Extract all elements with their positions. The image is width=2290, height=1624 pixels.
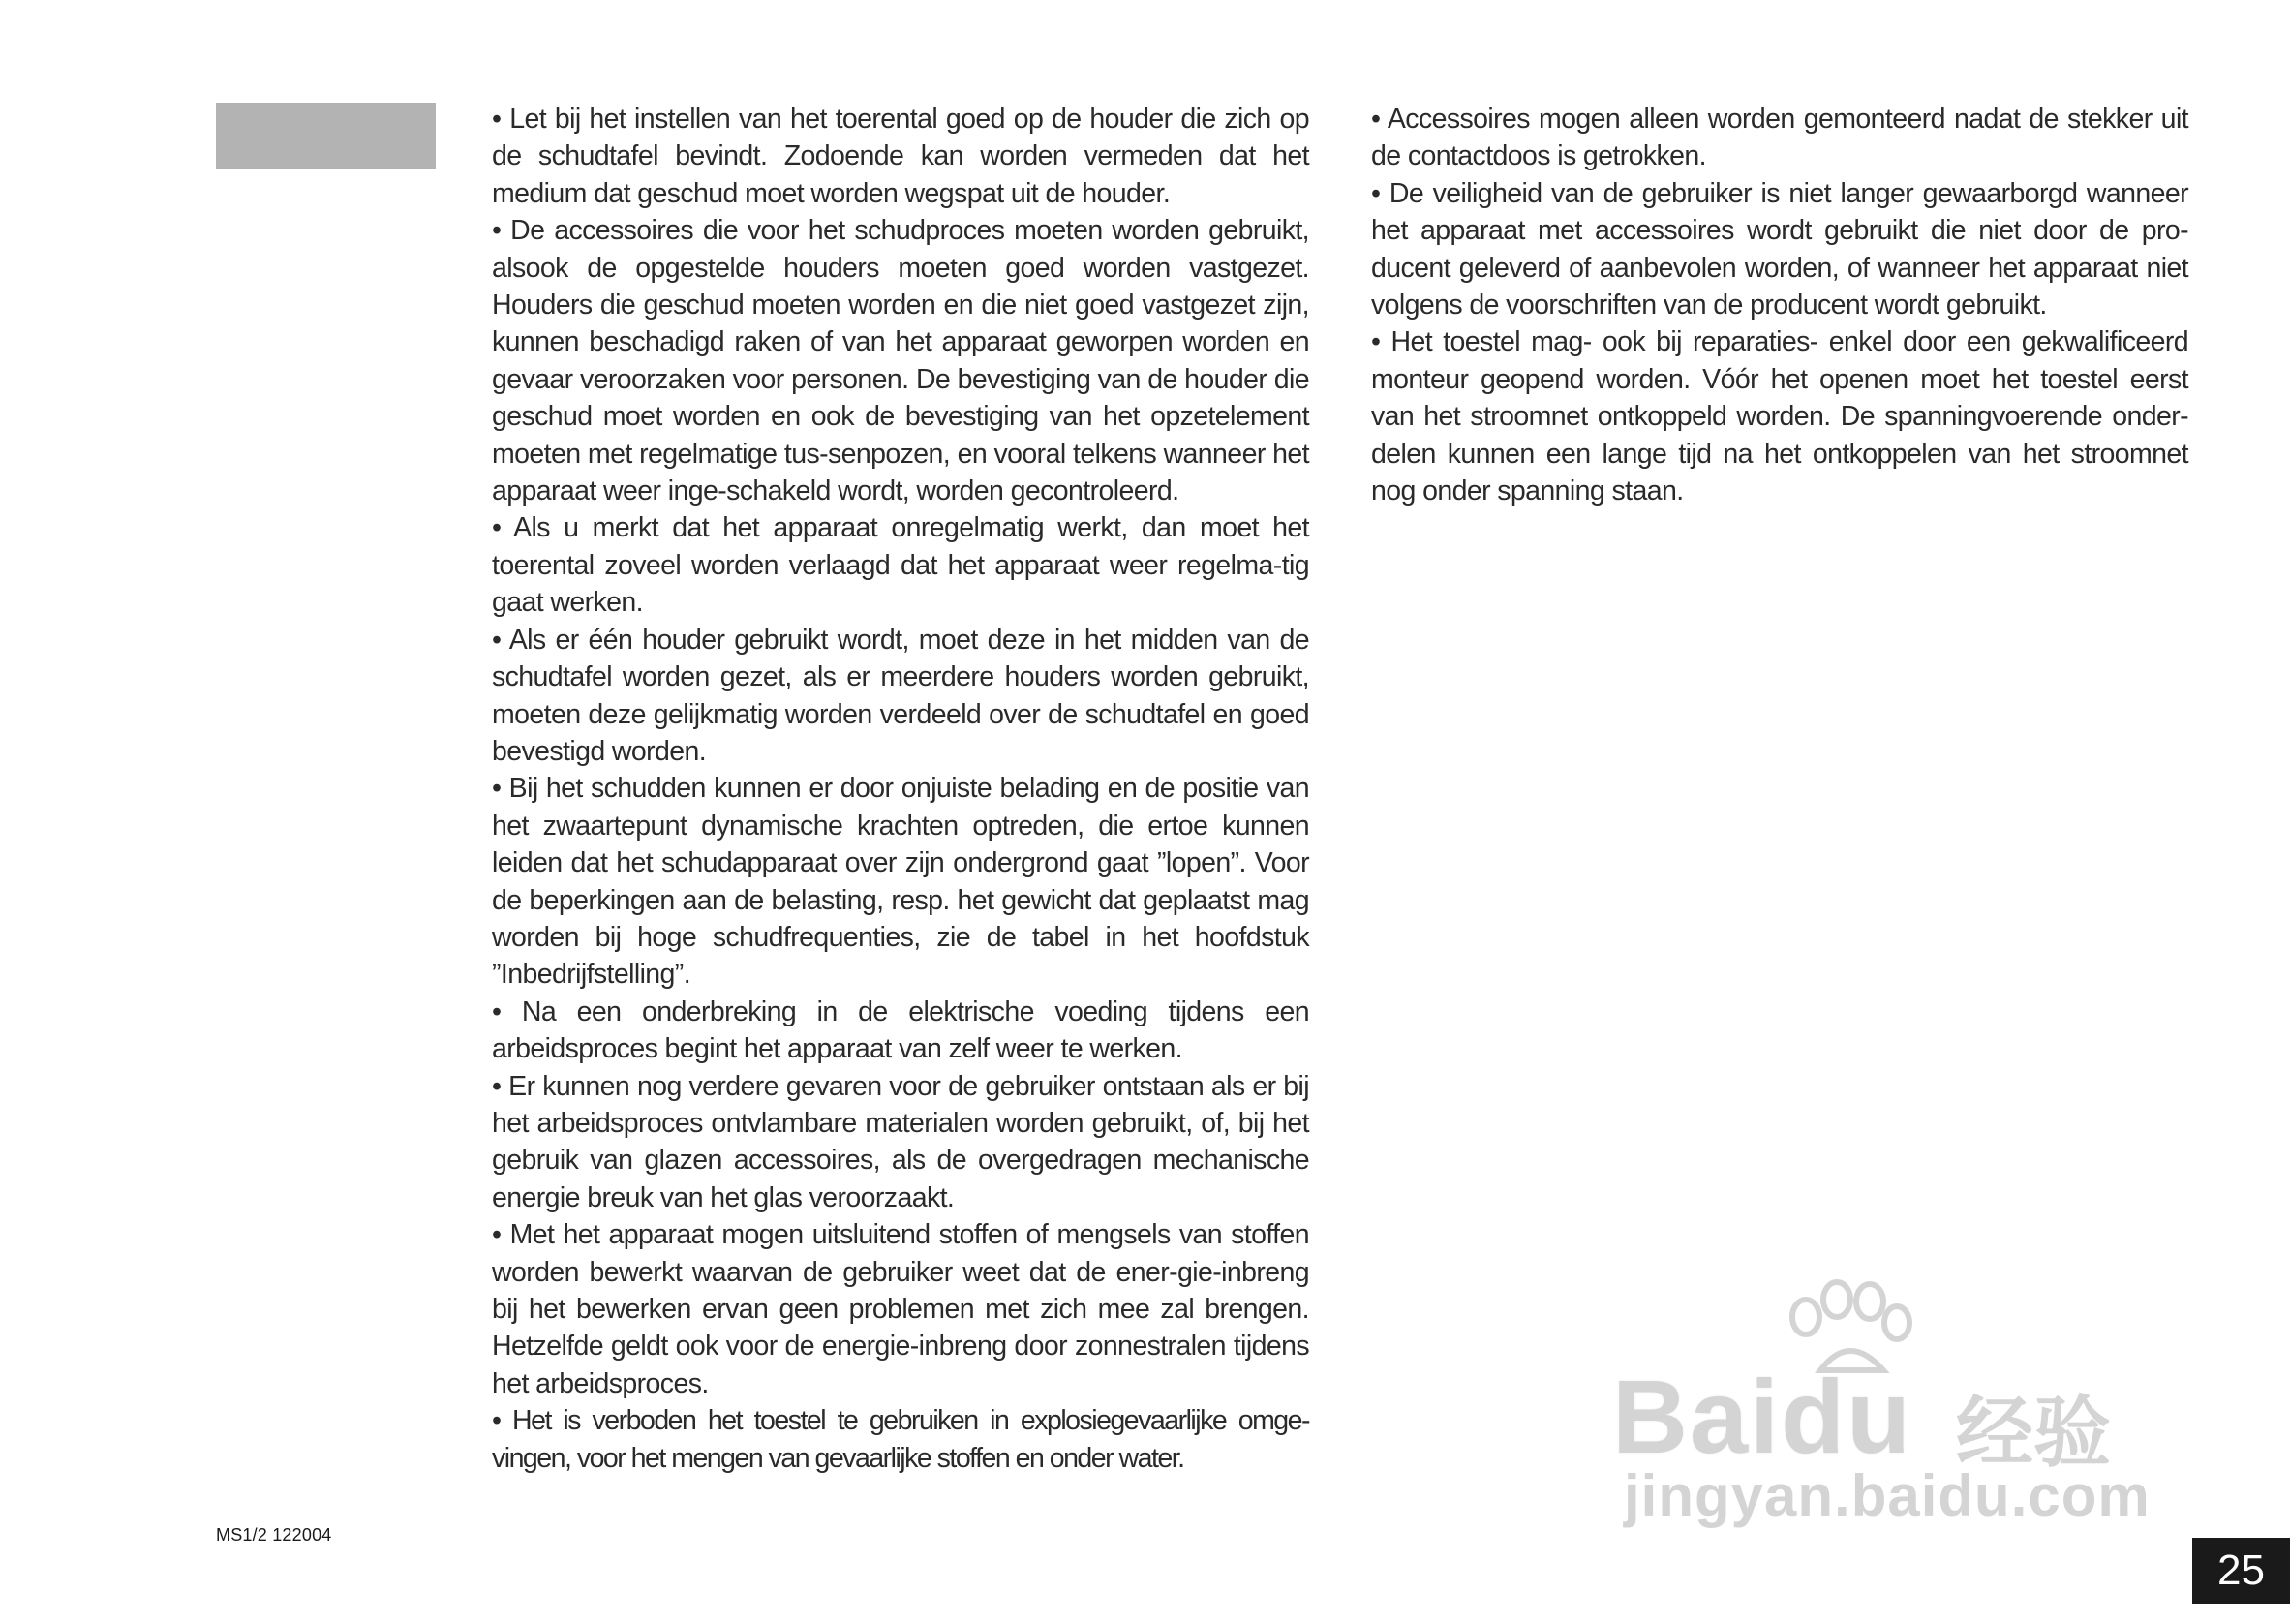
right-text-column <box>1371 101 2188 509</box>
document-code: MS1/2 122004 <box>216 1525 332 1545</box>
paragraph-accessories-fixing: • De accessoires die voor het schudproces moeten worden gebruikt, alsook de opgestelde houders moeten goed worden vastgezet. Houders die geschud moeten worden en die niet goed vastgezet zijn, kunnen beschadigd raken of van het apparaat geworpen worden en gevaar veroorzaken voor personen. De bevestiging van de houder die geschud moet worden en ook de bevestiging van het opzetelement moeten met regelmatige tus-senpozen, en vooral telkens wanneer het apparaat weer inge-schakeld wordt, worden gecontroleerd. <box>492 215 1309 507</box>
paragraph-irregular-operation: • Als u merkt dat het apparaat onregelmatig werkt, dan moet het toerental zoveel worden verlaagd dat het apparaat weer regelma-tig gaat werken. <box>492 512 1309 619</box>
page-number-box: 25 <box>2192 1538 2290 1604</box>
watermark-brand: Baidu <box>1612 1358 1913 1475</box>
baidu-watermark <box>1612 1278 2154 1540</box>
paragraph-holder-placement: • Als er één houder gebruikt wordt, moet deze in het midden van de schudtafel worden gezet, als er meerdere houders worden gebruikt, moeten deze gelijkmatig worden verdeeld over de schudtafel en goed bevestigd worden. <box>492 624 1309 767</box>
watermark-url: jingyan.baidu.com <box>1624 1463 2151 1528</box>
paragraph-mount-accessories: • Accessoires mogen alleen worden gemonteerd nadat de stekker uit de contactdoos is getrokken. <box>1371 104 2188 172</box>
paragraph-prohibited-environments: • Het is verboden het toestel te gebruiken in explosiegevaarlijke omge-vingen, voor het mengen van gevaarlijke stoffen en onder water. <box>492 1405 1309 1474</box>
paragraph-permitted-substances: • Met het apparaat mogen uitsluitend stoffen of mengsels van stoffen worden bewerkt waarvan de gebruiker weet dat de ener-gie-inbreng bij het bewerken ervan geen problemen met zich mee zal brengen. Hetzelfde geldt ook voor de energie-inbreng door zonnestralen tijdens het arbeidsproces. <box>492 1219 1309 1399</box>
paragraph-dynamic-forces: • Bij het schudden kunnen er door onjuiste belading en de positie van het zwaartepunt dynamische krachten optreden, die ertoe kunnen leiden dat het schudapparaat over zijn ondergrond gaat ”lopen”. Voor de beperkingen aan de belasting, resp. het gewicht dat geplaatst mag worden bij hoge schudfrequenties, zie de tabel in het hoofdstuk ”Inbedrijfstelling”. <box>492 773 1309 991</box>
left-text-column <box>492 101 1309 1477</box>
paragraph-power-interruption: • Na een onderbreking in de elektrische voeding tijdens een arbeidsproces begint het apparaat van zelf weer te werken. <box>492 996 1309 1065</box>
paragraph-qualified-repair: • Het toestel mag- ook bij reparaties- enkel door een gekwalificeerd monteur geopend worden. Vóór het openen moet het toestel eerst van het stroomnet ontkoppeld worden. De spanningvoerende onder-delen kunnen een lange tijd na het ontkoppelen van het stroomnet nog onder spanning staan. <box>1371 326 2188 507</box>
paragraph-user-safety: • De veiligheid van de gebruiker is niet langer gewaarborgd wanneer het apparaat met accessoires wordt gebruikt die niet door de pro-ducent geleverd of aanbevolen worden, of wanneer het apparaat niet volgens de voorschriften van de producent wordt gebruikt. <box>1371 177 2188 322</box>
paragraph-speed-setting: • Let bij het instellen van het toerental goed op de houder die zich op de schudtafel bevindt. Zodoende kan worden vermeden dat het medium dat geschud moet worden wegspat uit de houder. <box>492 104 1309 209</box>
paragraph-further-hazards: • Er kunnen nog verdere gevaren voor de gebruiker ontstaan als er bij het arbeidsproces ontvlambare materialen worden gebruikt, of, bij het gebruik van glazen accessoires, als de overgedragen mechanische energie breuk van het glas veroorzaakt. <box>492 1070 1309 1213</box>
watermark-brand-cn: 经验 <box>1956 1388 2111 1478</box>
section-tab-marker <box>216 103 436 169</box>
